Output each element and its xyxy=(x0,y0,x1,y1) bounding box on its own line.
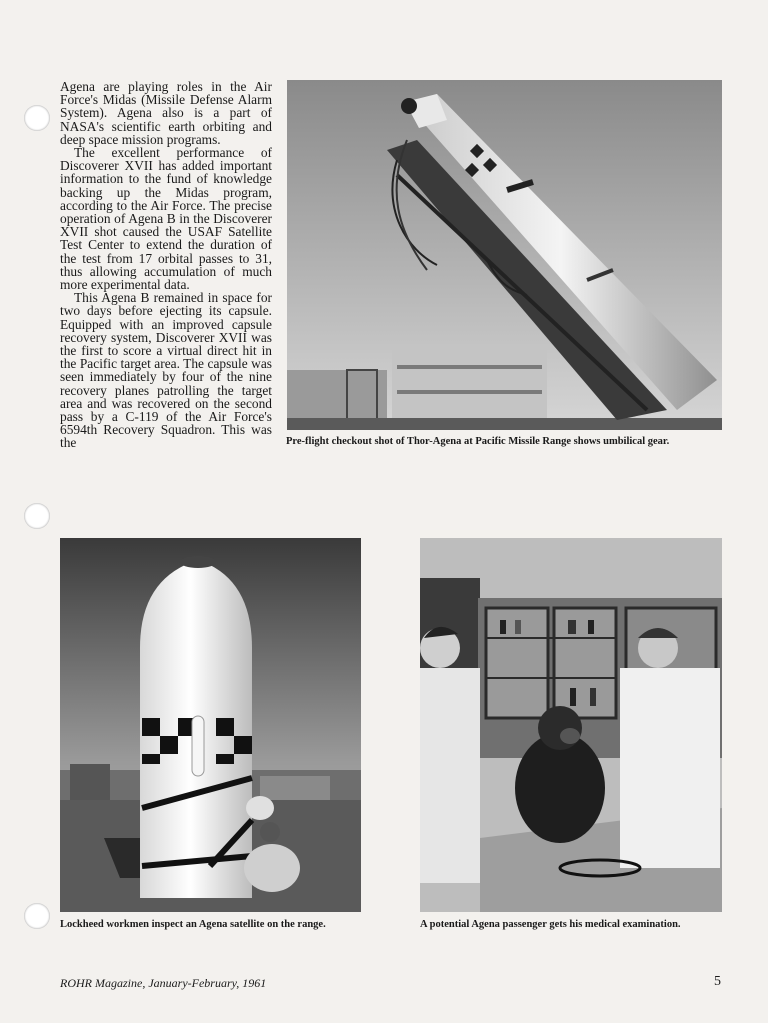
article-text-column xyxy=(60,80,272,450)
article-paragraph: This Agena B remained in space for two days before ejecting its capsule. Equipped with an improved capsule recovery system, Discoverer XVII was the first to score a virtual direct hit in the Pacific target area. The capsule was seen immediately by four of the nine recovery planes patrolling the target area and was recovered on the second pass by a C-119 of the Air Force's 6594th Recovery Squadron. This was the xyxy=(60,290,272,451)
page-number: 5 xyxy=(714,974,721,989)
magazine-footer: ROHR Magazine, January-February, 1961 xyxy=(60,976,267,990)
top-photo-caption: Pre-flight checkout shot of Thor-Agena at Pacific Missile Range shows umbilical gear. xyxy=(286,436,670,447)
article-paragraph: The excellent performance of Discoverer XVII has added important information to the fund of knowledge backing up the Midas program, according to the Air Force. The precise operation of Agena B in the Discoverer XVII shot caused the USAF Satellite Test Center to extend the duration of the test from 17 orbital passes to 31, thus allowing accumulation of much more experimental data. xyxy=(60,145,272,293)
punch-hole xyxy=(24,903,50,929)
article-paragraph: Agena are playing roles in the Air Force's Midas (Missile Defense Alarm System). Agena also is a part of NASA's scientific earth orbiting and deep space mission programs. xyxy=(60,79,272,147)
agena-satellite-photo xyxy=(60,538,361,912)
punch-hole xyxy=(24,503,50,529)
bottom-right-photo-caption: A potential Agena passenger gets his medical examination. xyxy=(420,919,681,930)
thor-agena-launch-photo xyxy=(287,80,722,430)
chimp-medical-exam-photo xyxy=(420,538,722,912)
bottom-left-photo-caption: Lockheed workmen inspect an Agena satellite on the range. xyxy=(60,919,326,930)
punch-hole xyxy=(24,105,50,131)
